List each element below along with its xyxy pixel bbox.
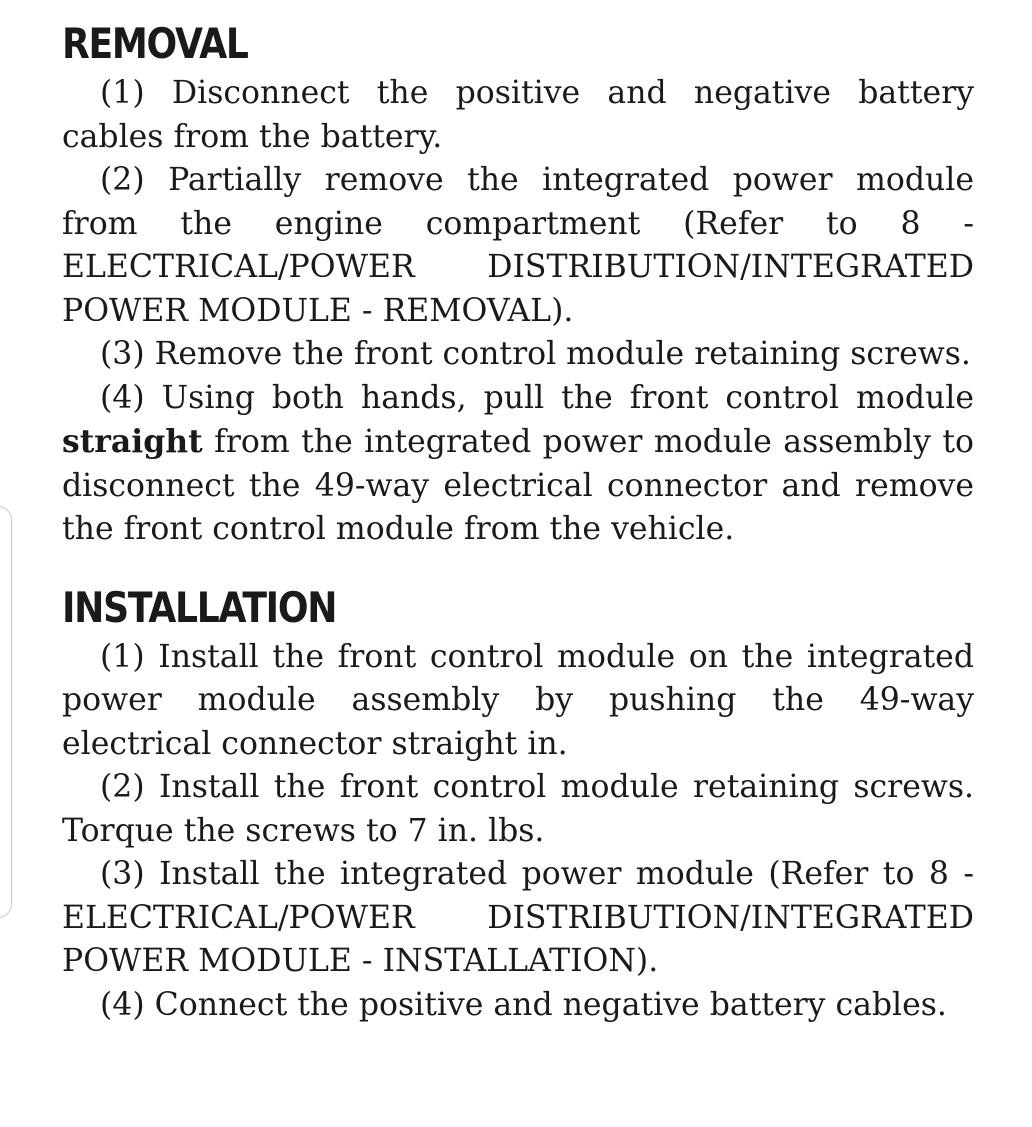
step-number: (3) [100,856,145,892]
installation-step-1 [62,636,974,767]
step-text: Using both hands, pull the front control module [161,379,975,416]
step-text: from the integrated power module assembly to disconnect the 49-way electrical connector and remove the front control module from the vehicle. [62,424,974,547]
step-number: (3) [100,336,145,372]
document-page [62,16,974,1027]
installation-step-4 [62,984,974,1028]
step-number: (2) [100,162,145,198]
step-number: (4) [100,379,145,416]
step-text: Install the front control module on the integrated power module assembly by pushing the 49-way electrical connector straight in. [62,638,974,762]
installation-step-3 [62,853,974,984]
step-text: Connect the positive and negative battery cables. [154,986,947,1023]
removal-step-4 [62,377,974,552]
removal-step-1 [62,72,974,159]
step-text: Install the integrated power module (Refer to 8 - ELECTRICAL/POWER DISTRIBUTION/INTEGRATED POWER MODULE - INSTALLATION). [62,856,974,979]
step-text: Partially remove the integrated power module from the engine compartment (Refer to 8 - ELECTRICAL/POWER DISTRIBUTION/INTEGRATED POWER MODULE - REMOVAL). [62,162,974,329]
installation-step-2 [62,766,974,853]
step-number: (1) [100,638,145,675]
installation-heading: INSTALLATION [62,582,337,632]
removal-heading: REMOVAL [62,19,248,68]
step-number: (2) [100,769,145,805]
step-number: (1) [100,75,145,111]
step-text: Disconnect the positive and negative battery cables from the battery. [62,75,974,155]
step-number: (4) [100,986,145,1023]
step-emphasis: straight [62,423,203,460]
side-scroll-tab[interactable] [0,506,12,918]
removal-step-3 [62,333,974,377]
step-text: Install the front control module retaining screws. Torque the screws to 7 in. lbs. [62,769,974,849]
removal-step-2 [62,159,974,333]
step-text: Remove the front control module retaining screws. [154,336,971,372]
